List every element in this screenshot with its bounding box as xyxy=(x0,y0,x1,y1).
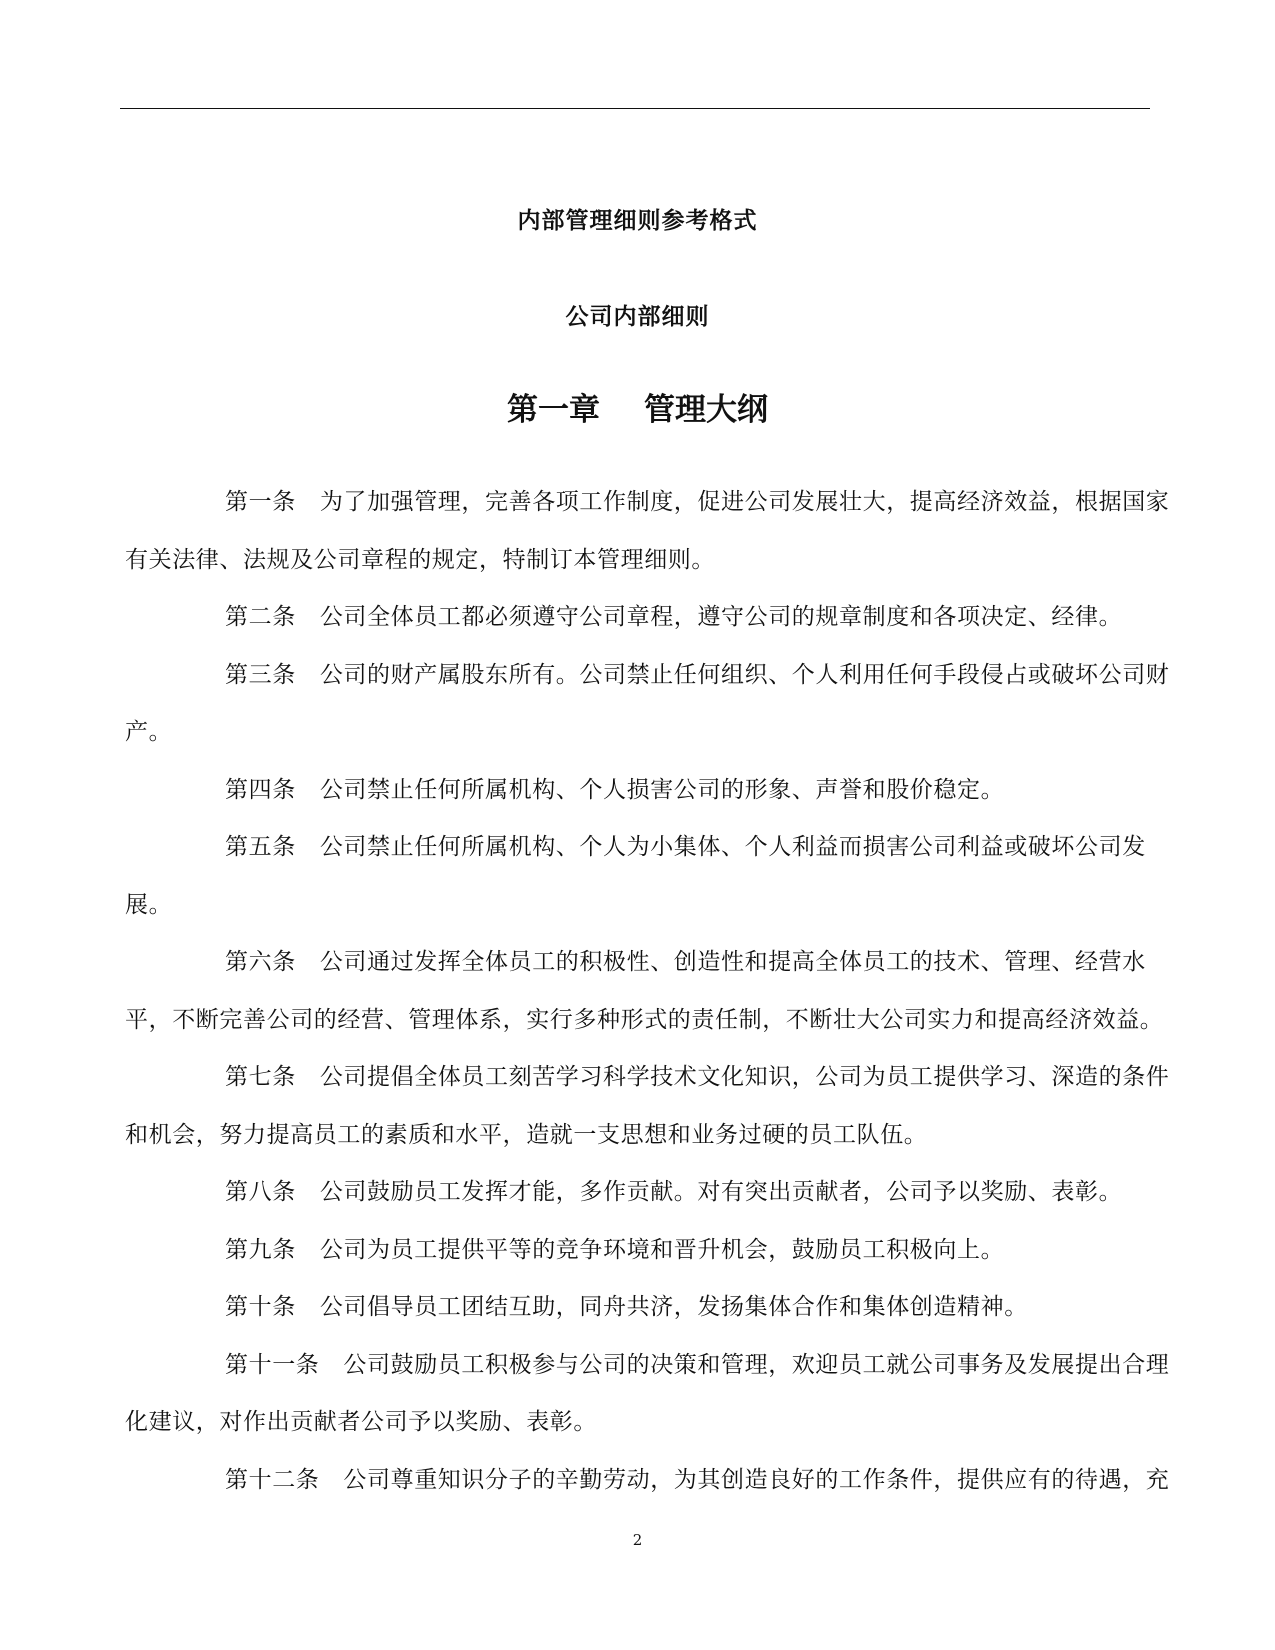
article-11 xyxy=(125,1337,1170,1452)
article-text: 公司的财产属股东所有。公司禁止任何组织、个人利用任何手段侵占或破坏公司财产。 xyxy=(125,661,1170,745)
article-7 xyxy=(125,1049,1170,1164)
article-list xyxy=(125,474,1170,1509)
article-3 xyxy=(125,647,1170,762)
article-number: 第一条 xyxy=(225,489,296,515)
article-2 xyxy=(125,589,1170,647)
article-text: 为了加强管理，完善各项工作制度，促进公司发展壮大，提高经济效益，根据国家有关法律、法规及公司章程的规定，特制订本管理细则。 xyxy=(125,489,1170,573)
article-4 xyxy=(125,762,1170,820)
article-text: 公司禁止任何所属机构、个人为小集体、个人利益而损害公司利益或破坏公司发展。 xyxy=(125,834,1146,918)
chapter-name: 管理大纲 xyxy=(644,392,768,428)
article-6 xyxy=(125,934,1170,1049)
article-5 xyxy=(125,819,1170,934)
header-rule xyxy=(120,108,1150,109)
document-subtitle: 公司内部细则 xyxy=(565,303,710,330)
article-number: 第八条 xyxy=(225,1179,296,1205)
article-text: 公司全体员工都必须遵守公司章程，遵守公司的规章制度和各项决定、经律。 xyxy=(319,604,1123,630)
article-text: 公司提倡全体员工刻苦学习科学技术文化知识，公司为员工提供学习、深造的条件和机会，努力提高员工的素质和水平，造就一支思想和业务过硬的员工队伍。 xyxy=(125,1064,1170,1148)
article-number: 第九条 xyxy=(225,1236,296,1263)
article-1 xyxy=(125,474,1170,589)
article-text: 公司鼓励员工发挥才能，多作贡献。对有突出贡献者，公司予以奖励、表彰。 xyxy=(319,1179,1123,1205)
article-number: 第十二条 xyxy=(225,1466,320,1493)
article-number: 第四条 xyxy=(225,776,296,803)
article-number: 第二条 xyxy=(225,604,296,630)
document-title: 内部管理细则参考格式 xyxy=(517,207,758,234)
article-text: 公司为员工提供平等的竞争环境和晋升机会，鼓励员工积极向上。 xyxy=(319,1236,1005,1263)
article-number: 第六条 xyxy=(225,949,296,975)
article-number: 第十条 xyxy=(225,1294,296,1320)
article-9 xyxy=(125,1222,1170,1280)
article-number: 第五条 xyxy=(225,834,296,860)
page-number: 2 xyxy=(632,1531,643,1549)
article-text: 公司倡导员工团结互助，同舟共济，发扬集体合作和集体创造精神。 xyxy=(319,1294,1028,1320)
article-number: 第七条 xyxy=(225,1064,296,1090)
article-text: 公司鼓励员工积极参与公司的决策和管理，欢迎员工就公司事务及发展提出合理化建议，对作出贡献者公司予以奖励、表彰。 xyxy=(125,1351,1170,1435)
article-number: 第十一条 xyxy=(225,1351,320,1378)
chapter-heading xyxy=(0,390,1275,430)
article-8 xyxy=(125,1164,1170,1222)
article-number: 第三条 xyxy=(225,661,296,688)
article-text: 公司尊重知识分子的辛勤劳动，为其创造良好的工作条件，提供应有的待遇，充 xyxy=(343,1466,1170,1493)
chapter-number: 第一章 xyxy=(507,392,600,428)
article-10 xyxy=(125,1279,1170,1337)
article-text: 公司通过发挥全体员工的积极性、创造性和提高全体员工的技术、管理、经营水平，不断完善公司的经营、管理体系，实行多种形式的责任制，不断壮大公司实力和提高经济效益。 xyxy=(125,949,1164,1033)
article-text: 公司禁止任何所属机构、个人损害公司的形象、声誉和股价稳定。 xyxy=(319,776,1005,803)
article-12 xyxy=(125,1452,1170,1510)
